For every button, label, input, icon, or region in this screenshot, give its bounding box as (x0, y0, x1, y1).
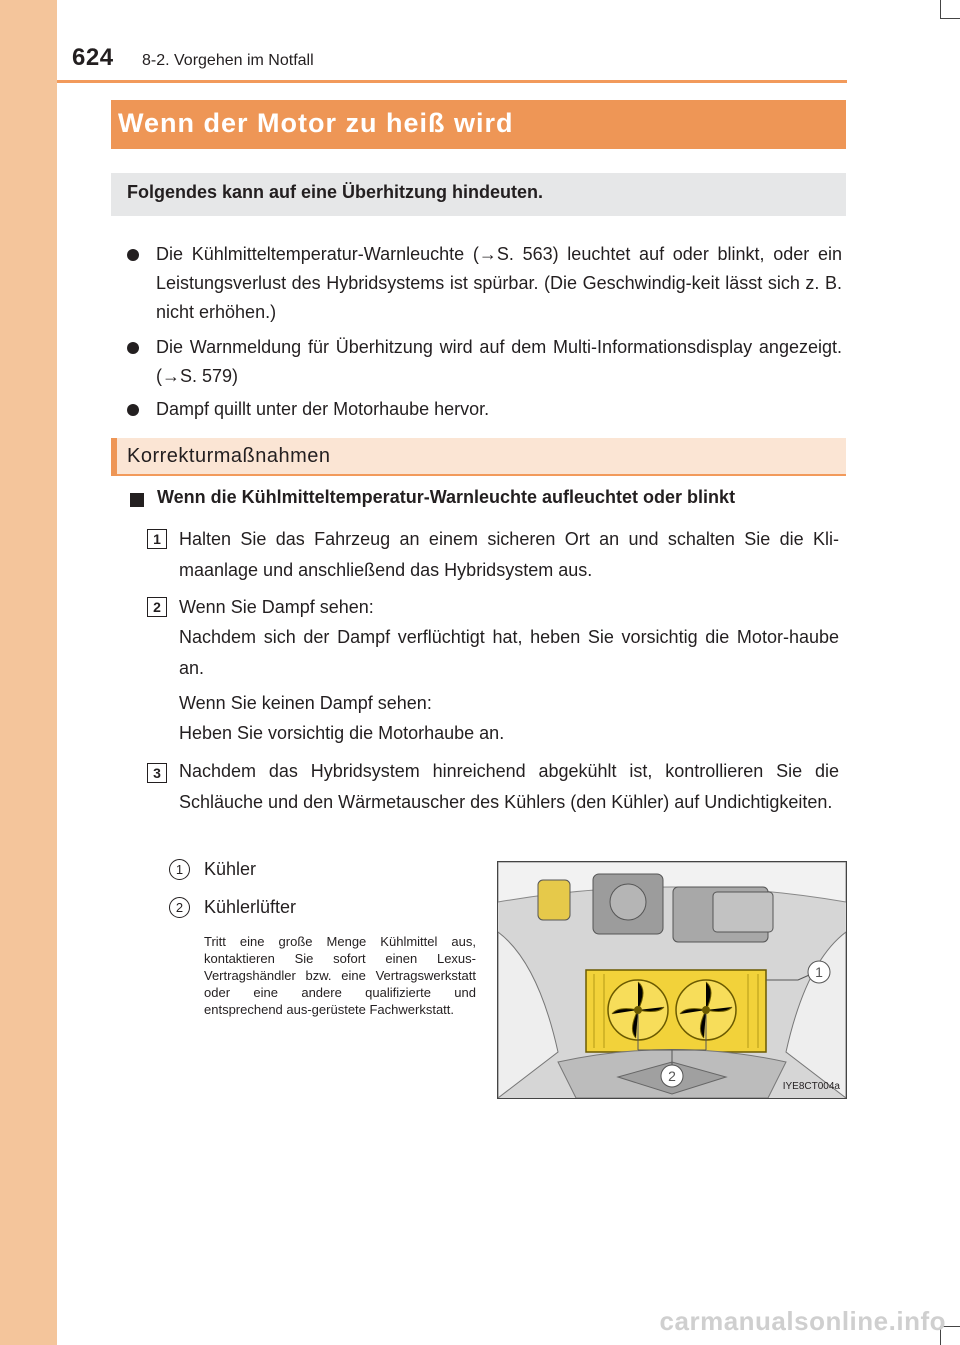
watermark: carmanualsonline.info (659, 1306, 946, 1336)
step-text: Halten Sie das Fahrzeug an einem sicheren Ort an und schalten Sie die Kli-maanlage und anschließend das Hybridsystem aus. (179, 529, 839, 580)
step-text: Nachdem das Hybridsystem hinreichend abgekühlt ist, kontrollieren Sie die Schläuche und den Wärmetauscher des Kühlers (den Kühler) auf Undichtigkeiten. (179, 761, 839, 812)
section-label: 8-2. Vorgehen im Notfall (142, 52, 314, 69)
bullet-text: Die Warnmeldung für Überhitzung wird auf dem Multi-Informationsdisplay angezeigt. (→S. 579) (156, 337, 842, 386)
step-text: Wenn Sie Dampf sehen: (179, 597, 374, 617)
signs-heading: Folgendes kann auf eine Überhitzung hindeuten. (127, 182, 544, 202)
bullet-icon (127, 404, 139, 416)
crop-mark (940, 18, 960, 19)
page-side-strip (0, 0, 57, 1345)
bullet-text: Die Kühlmitteltemperatur-Warnleuchte (→S. 563) leuchtet auf oder blinkt, oder ein Leistungsverlust des Hybridsystems ist spürbar. (Die Geschwindig-keit lässt sich z. B. nicht erhöhen.) (156, 244, 842, 322)
page-number: 624 (72, 44, 114, 71)
crop-mark (940, 0, 941, 18)
list-item (127, 240, 842, 327)
bullet-icon (127, 249, 139, 261)
callout-number: 2 (169, 897, 190, 918)
header-rule (57, 80, 847, 83)
radiator-figure (497, 861, 847, 1099)
condition-square-icon (130, 493, 144, 507)
callout-label: 1 (815, 964, 823, 980)
bullet-icon (127, 342, 139, 354)
engine-bay-illustration (498, 862, 846, 1098)
callout-number: 1 (169, 859, 190, 880)
step-text: Heben Sie vorsichtig die Motorhaube an. (179, 723, 505, 743)
legend-label: Kühlerlüfter (204, 897, 297, 917)
callout-label: 2 (668, 1068, 676, 1084)
step-number: 2 (147, 597, 167, 617)
step-text: Wenn Sie keinen Dampf sehen: (179, 693, 432, 713)
figure-code: IYE8CT004a (782, 1081, 840, 1092)
list-item (127, 395, 842, 424)
corrective-heading: Korrekturmaßnahmen (127, 445, 331, 467)
step-number: 1 (147, 529, 167, 549)
corrective-heading-accent (111, 438, 117, 476)
bullet-text: Dampf quillt unter der Motorhaube hervor. (156, 399, 490, 419)
step-number: 3 (147, 763, 167, 783)
list-item (127, 333, 842, 391)
legend-label: Kühler (204, 859, 257, 879)
condition-heading: Wenn die Kühlmitteltemperatur-Warnleuchte aufleuchtet oder blinkt (157, 487, 736, 507)
page-title: Wenn der Motor zu heiß wird (118, 108, 514, 138)
coolant-note: Tritt eine große Menge Kühlmittel aus, kontaktieren Sie sofort einen Lexus-Vertragshändler bzw. eine Vertragswerkstatt oder eine andere qualifizierte und entsprechend aus-gerüstete Fachwerkstatt. (204, 934, 476, 1017)
step-text: Nachdem sich der Dampf verflüchtigt hat, heben Sie vorsichtig die Motor-haube an. (179, 627, 839, 678)
